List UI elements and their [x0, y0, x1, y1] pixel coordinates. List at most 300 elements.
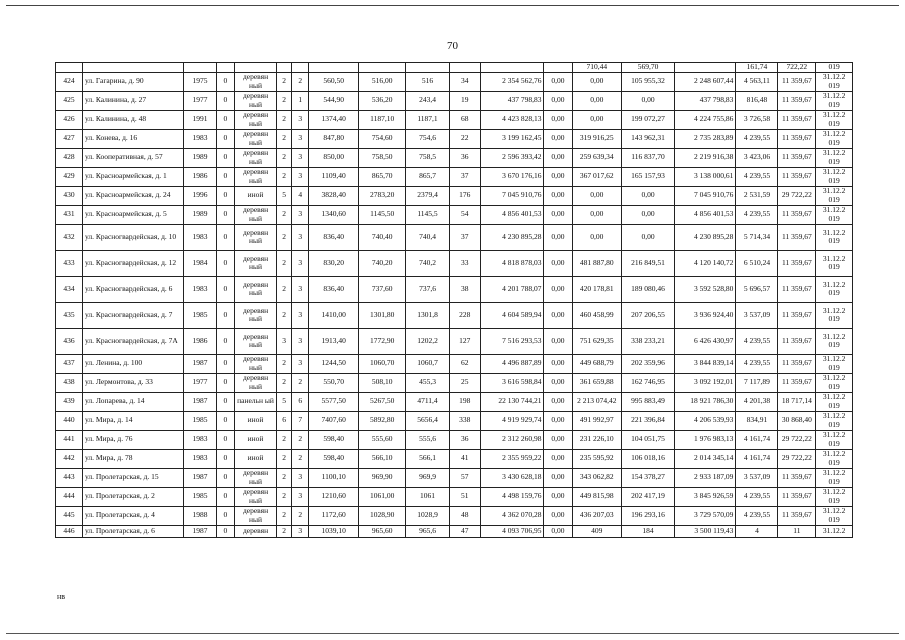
wall-material-cell: деревян ный — [235, 354, 277, 373]
residential-area-cell: 969,9 — [406, 468, 449, 487]
residential-area-cell: 754,6 — [406, 129, 449, 148]
entrances-cell: 6 — [292, 392, 309, 411]
year-built-cell: 1983 — [184, 276, 216, 302]
cost-col-5-cell: 3 844 839,14 — [674, 354, 735, 373]
cost-col-3-cell: 2 213 074,42 — [572, 392, 622, 411]
residential-area-cell: 740,4 — [406, 224, 449, 250]
cost-col-2-cell: 0,00 — [544, 205, 572, 224]
year-built-cell: 1983 — [184, 129, 216, 148]
entrances-cell: 2 — [292, 506, 309, 525]
living-area-cell: 1772,90 — [359, 328, 406, 354]
residential-area-cell: 1187,1 — [406, 110, 449, 129]
entrances-cell: 3 — [292, 205, 309, 224]
row-number-cell: 439 — [56, 392, 83, 411]
deadline-cell: 31.12.2 019 — [816, 506, 853, 525]
table-row — [56, 392, 853, 411]
residents-cell: 38 — [449, 276, 480, 302]
max-cost-cell: 29 722,22 — [778, 430, 816, 449]
residential-area-cell: 740,2 — [406, 250, 449, 276]
cost-col-3-cell: 361 659,88 — [572, 373, 622, 392]
residents-cell: 62 — [449, 354, 480, 373]
cost-col-2-cell: 0,00 — [544, 487, 572, 506]
wall-material-cell: панельн ый — [235, 392, 277, 411]
cost-col-5-cell: 2 014 345,14 — [674, 449, 735, 468]
living-area-cell: 566,10 — [359, 449, 406, 468]
specific-cost-cell: 816,48 — [736, 91, 778, 110]
cost-col-2-cell: 0,00 — [544, 167, 572, 186]
table-row — [56, 302, 853, 328]
table-row — [56, 224, 853, 250]
address-cell: ул. Красноармейская, д. 24 — [82, 186, 183, 205]
cost-col-2-cell: 0,00 — [544, 148, 572, 167]
year-built-cell: 1985 — [184, 487, 216, 506]
total-cost-cell: 4 496 887,89 — [480, 354, 544, 373]
year-field-cell: 0 — [216, 468, 234, 487]
wall-material-cell: деревян ный — [235, 224, 277, 250]
wall-material-cell: деревян ный — [235, 148, 277, 167]
floors-cell: 3 — [277, 328, 292, 354]
year-field-cell: 0 — [216, 411, 234, 430]
residents-cell: 22 — [449, 129, 480, 148]
max-cost-cell: 11 359,67 — [778, 354, 816, 373]
year-built-cell: 1991 — [184, 110, 216, 129]
residents-cell: 25 — [449, 373, 480, 392]
total-area-cell: 1340,60 — [309, 205, 359, 224]
cost-col-2-cell: 0,00 — [544, 449, 572, 468]
floors-cell: 5 — [277, 392, 292, 411]
wall-material-cell: деревян ный — [235, 91, 277, 110]
cost-col-4-cell: 0,00 — [622, 224, 675, 250]
residents-cell: 51 — [449, 487, 480, 506]
cost-col-3-cell: 460 458,99 — [572, 302, 622, 328]
cost-col-2-cell: 0,00 — [544, 411, 572, 430]
year-field-cell: 0 — [216, 224, 234, 250]
cost-col-3-cell: 481 887,80 — [572, 250, 622, 276]
address-cell: ул. Кооперативная, д. 57 — [82, 148, 183, 167]
address-cell: ул. Мира, д. 76 — [82, 430, 183, 449]
residential-area-cell: 5656,4 — [406, 411, 449, 430]
cost-col-3-cell: 0,00 — [572, 91, 622, 110]
living-area-cell: 1145,50 — [359, 205, 406, 224]
continuation-cell — [277, 63, 292, 73]
residents-cell: 127 — [449, 328, 480, 354]
year-built-cell: 1986 — [184, 167, 216, 186]
total-area-cell: 1109,40 — [309, 167, 359, 186]
address-cell: ул. Красногвардейская, д. 7 — [82, 302, 183, 328]
cost-col-3-cell: 259 639,34 — [572, 148, 622, 167]
cost-col-5-cell: 3 729 570,09 — [674, 506, 735, 525]
row-number-cell: 426 — [56, 110, 83, 129]
cost-col-3-cell: 0,00 — [572, 205, 622, 224]
floors-cell: 2 — [277, 224, 292, 250]
address-cell: ул. Пролетарская, д. 4 — [82, 506, 183, 525]
total-area-cell: 598,40 — [309, 430, 359, 449]
cost-col-3-cell: 409 — [572, 525, 622, 537]
specific-cost-cell: 4 239,55 — [736, 205, 778, 224]
max-cost-cell: 29 722,22 — [778, 186, 816, 205]
cost-col-2-cell: 0,00 — [544, 302, 572, 328]
entrances-cell: 3 — [292, 487, 309, 506]
cost-col-3-cell: 751 629,35 — [572, 328, 622, 354]
floors-cell: 2 — [277, 430, 292, 449]
specific-cost-cell: 3 537,09 — [736, 468, 778, 487]
wall-material-cell: деревян ный — [235, 110, 277, 129]
entrances-cell: 3 — [292, 302, 309, 328]
address-cell: ул. Конева, д. 16 — [82, 129, 183, 148]
cost-col-5-cell: 2 248 607,44 — [674, 72, 735, 91]
cost-col-2-cell: 0,00 — [544, 110, 572, 129]
cost-col-5-cell: 4 230 895,28 — [674, 224, 735, 250]
wall-material-cell: деревян ный — [235, 205, 277, 224]
cost-col-4-cell: 202 417,19 — [622, 487, 675, 506]
continuation-cell: 019 — [816, 63, 853, 73]
total-area-cell: 544,90 — [309, 91, 359, 110]
table-row — [56, 430, 853, 449]
entrances-cell: 3 — [292, 328, 309, 354]
total-cost-cell: 7 045 910,76 — [480, 186, 544, 205]
table-row — [56, 411, 853, 430]
entrances-cell: 3 — [292, 525, 309, 537]
cost-col-2-cell: 0,00 — [544, 506, 572, 525]
max-cost-cell: 11 359,67 — [778, 224, 816, 250]
floors-cell: 5 — [277, 186, 292, 205]
row-number-cell: 434 — [56, 276, 83, 302]
year-built-cell: 1987 — [184, 525, 216, 537]
wall-material-cell: деревян ный — [235, 328, 277, 354]
total-area-cell: 836,40 — [309, 276, 359, 302]
year-field-cell: 0 — [216, 487, 234, 506]
deadline-cell: 31.12.2 019 — [816, 91, 853, 110]
address-cell: ул. Красногвардейская, д. 12 — [82, 250, 183, 276]
max-cost-cell: 11 359,67 — [778, 468, 816, 487]
continuation-cell — [544, 63, 572, 73]
residents-cell: 47 — [449, 525, 480, 537]
cost-col-3-cell: 0,00 — [572, 110, 622, 129]
cost-col-4-cell: 116 837,70 — [622, 148, 675, 167]
table-row — [56, 72, 853, 91]
residents-cell: 176 — [449, 186, 480, 205]
total-cost-cell: 2 596 393,42 — [480, 148, 544, 167]
total-area-cell: 5577,50 — [309, 392, 359, 411]
year-field-cell: 0 — [216, 91, 234, 110]
year-built-cell: 1987 — [184, 354, 216, 373]
cost-col-2-cell: 0,00 — [544, 250, 572, 276]
cost-col-5-cell: 4 120 140,72 — [674, 250, 735, 276]
floors-cell: 2 — [277, 250, 292, 276]
cost-col-3-cell: 0,00 — [572, 224, 622, 250]
living-area-cell: 536,20 — [359, 91, 406, 110]
deadline-cell: 31.12.2 019 — [816, 205, 853, 224]
row-number-cell: 445 — [56, 506, 83, 525]
address-cell: ул. Красноармейская, д. 1 — [82, 167, 183, 186]
living-area-cell: 758,50 — [359, 148, 406, 167]
total-cost-cell: 437 798,83 — [480, 91, 544, 110]
table-row — [56, 525, 853, 537]
cost-col-4-cell: 104 051,75 — [622, 430, 675, 449]
cost-col-3-cell: 491 992,97 — [572, 411, 622, 430]
address-cell: ул. Лопарева, д. 14 — [82, 392, 183, 411]
residential-area-cell: 1060,7 — [406, 354, 449, 373]
max-cost-cell: 11 359,67 — [778, 487, 816, 506]
specific-cost-cell: 5 696,57 — [736, 276, 778, 302]
specific-cost-cell: 7 117,89 — [736, 373, 778, 392]
row-number-cell: 425 — [56, 91, 83, 110]
deadline-cell: 31.12.2 019 — [816, 449, 853, 468]
floors-cell: 2 — [277, 373, 292, 392]
residential-area-cell: 1145,5 — [406, 205, 449, 224]
specific-cost-cell: 4 161,74 — [736, 449, 778, 468]
row-number-cell: 436 — [56, 328, 83, 354]
year-field-cell: 0 — [216, 148, 234, 167]
cost-col-2-cell: 0,00 — [544, 468, 572, 487]
max-cost-cell: 11 359,67 — [778, 276, 816, 302]
max-cost-cell: 11 359,67 — [778, 167, 816, 186]
specific-cost-cell: 4 239,55 — [736, 487, 778, 506]
total-cost-cell: 22 130 744,21 — [480, 392, 544, 411]
wall-material-cell: деревян ный — [235, 487, 277, 506]
table-row — [56, 167, 853, 186]
max-cost-cell: 11 359,67 — [778, 506, 816, 525]
deadline-cell: 31.12.2 019 — [816, 392, 853, 411]
address-cell: ул. Пролетарская, д. 6 — [82, 525, 183, 537]
row-number-cell: 433 — [56, 250, 83, 276]
residential-area-cell: 4711,4 — [406, 392, 449, 411]
residents-cell: 54 — [449, 205, 480, 224]
entrances-cell: 3 — [292, 110, 309, 129]
floors-cell: 2 — [277, 525, 292, 537]
total-area-cell: 7407,60 — [309, 411, 359, 430]
continuation-cell — [184, 63, 216, 73]
table-row — [56, 250, 853, 276]
wall-material-cell: деревян ный — [235, 250, 277, 276]
year-field-cell: 0 — [216, 276, 234, 302]
living-area-cell: 740,40 — [359, 224, 406, 250]
max-cost-cell: 11 359,67 — [778, 129, 816, 148]
continuation-cell — [216, 63, 234, 73]
floors-cell: 2 — [277, 487, 292, 506]
table-row — [56, 354, 853, 373]
cost-col-2-cell: 0,00 — [544, 186, 572, 205]
living-area-cell: 1028,90 — [359, 506, 406, 525]
total-area-cell: 560,50 — [309, 72, 359, 91]
cost-col-5-cell: 3 845 926,59 — [674, 487, 735, 506]
continuation-cell: 161,74 — [736, 63, 778, 73]
entrances-cell: 3 — [292, 224, 309, 250]
total-cost-cell: 3 430 628,18 — [480, 468, 544, 487]
table-row — [56, 328, 853, 354]
cost-col-2-cell: 0,00 — [544, 373, 572, 392]
specific-cost-cell: 4 201,38 — [736, 392, 778, 411]
cost-col-2-cell: 0,00 — [544, 91, 572, 110]
specific-cost-cell: 834,91 — [736, 411, 778, 430]
residential-area-cell: 1061 — [406, 487, 449, 506]
cost-col-3-cell: 319 916,25 — [572, 129, 622, 148]
entrances-cell: 4 — [292, 186, 309, 205]
wall-material-cell: иной — [235, 449, 277, 468]
address-cell: ул. Мира, д. 14 — [82, 411, 183, 430]
entrances-cell: 3 — [292, 167, 309, 186]
table-row — [56, 91, 853, 110]
total-cost-cell: 3 616 598,84 — [480, 373, 544, 392]
total-cost-cell: 4 230 895,28 — [480, 224, 544, 250]
table-row — [56, 373, 853, 392]
total-area-cell: 1210,60 — [309, 487, 359, 506]
year-field-cell: 0 — [216, 506, 234, 525]
row-number-cell: 438 — [56, 373, 83, 392]
year-field-cell: 0 — [216, 72, 234, 91]
row-number-cell: 440 — [56, 411, 83, 430]
year-built-cell: 1985 — [184, 302, 216, 328]
living-area-cell: 1187,10 — [359, 110, 406, 129]
year-field-cell: 0 — [216, 354, 234, 373]
cost-col-4-cell: 0,00 — [622, 186, 675, 205]
table-row — [56, 276, 853, 302]
cost-col-4-cell: 184 — [622, 525, 675, 537]
entrances-cell: 2 — [292, 430, 309, 449]
year-built-cell: 1988 — [184, 506, 216, 525]
footer-mark: нв — [57, 592, 66, 601]
address-cell: ул. Пролетарская, д. 15 — [82, 468, 183, 487]
row-number-cell: 444 — [56, 487, 83, 506]
table-row — [56, 148, 853, 167]
cost-col-3-cell: 343 062,82 — [572, 468, 622, 487]
row-number-cell: 441 — [56, 430, 83, 449]
floors-cell: 2 — [277, 167, 292, 186]
floors-cell: 2 — [277, 302, 292, 328]
deadline-cell: 31.12.2 019 — [816, 110, 853, 129]
residential-area-cell: 555,6 — [406, 430, 449, 449]
total-cost-cell: 4 093 706,95 — [480, 525, 544, 537]
year-field-cell: 0 — [216, 373, 234, 392]
continuation-cell — [292, 63, 309, 73]
year-built-cell: 1977 — [184, 91, 216, 110]
cost-col-4-cell: 202 359,96 — [622, 354, 675, 373]
cost-col-2-cell: 0,00 — [544, 72, 572, 91]
total-area-cell: 836,40 — [309, 224, 359, 250]
residential-area-cell: 965,6 — [406, 525, 449, 537]
row-number-cell: 432 — [56, 224, 83, 250]
continuation-cell — [449, 63, 480, 73]
floors-cell: 2 — [277, 148, 292, 167]
total-area-cell: 830,20 — [309, 250, 359, 276]
cost-col-5-cell: 3 592 528,80 — [674, 276, 735, 302]
living-area-cell: 754,60 — [359, 129, 406, 148]
cost-col-5-cell: 2 933 187,09 — [674, 468, 735, 487]
cost-col-3-cell: 449 815,98 — [572, 487, 622, 506]
row-number-cell: 428 — [56, 148, 83, 167]
cost-col-5-cell: 2 219 916,38 — [674, 148, 735, 167]
living-area-cell: 2783,20 — [359, 186, 406, 205]
cost-col-4-cell: 199 072,27 — [622, 110, 675, 129]
cost-col-2-cell: 0,00 — [544, 129, 572, 148]
cost-col-4-cell: 207 206,55 — [622, 302, 675, 328]
residents-cell: 36 — [449, 148, 480, 167]
cost-col-2-cell: 0,00 — [544, 430, 572, 449]
entrances-cell: 3 — [292, 354, 309, 373]
wall-material-cell: деревян ный — [235, 276, 277, 302]
total-cost-cell: 4 604 589,94 — [480, 302, 544, 328]
cost-col-5-cell: 7 045 910,76 — [674, 186, 735, 205]
entrances-cell: 2 — [292, 373, 309, 392]
total-cost-cell: 4 498 159,76 — [480, 487, 544, 506]
cost-col-2-cell: 0,00 — [544, 224, 572, 250]
total-area-cell: 1100,10 — [309, 468, 359, 487]
total-cost-cell: 4 423 828,13 — [480, 110, 544, 129]
address-cell: ул. Мира, д. 78 — [82, 449, 183, 468]
row-number-cell: 429 — [56, 167, 83, 186]
living-area-cell: 1061,00 — [359, 487, 406, 506]
residents-cell: 338 — [449, 411, 480, 430]
residential-area-cell: 1028,9 — [406, 506, 449, 525]
cost-col-5-cell: 2 735 283,89 — [674, 129, 735, 148]
living-area-cell: 737,60 — [359, 276, 406, 302]
wall-material-cell: иной — [235, 411, 277, 430]
table-row — [56, 449, 853, 468]
register-table — [55, 62, 853, 538]
year-built-cell: 1983 — [184, 224, 216, 250]
floors-cell: 2 — [277, 354, 292, 373]
specific-cost-cell: 4 239,55 — [736, 328, 778, 354]
total-cost-cell: 3 670 176,16 — [480, 167, 544, 186]
specific-cost-cell: 4 563,11 — [736, 72, 778, 91]
deadline-cell: 31.12.2 019 — [816, 276, 853, 302]
specific-cost-cell: 6 510,24 — [736, 250, 778, 276]
residents-cell: 68 — [449, 110, 480, 129]
year-built-cell: 1983 — [184, 430, 216, 449]
specific-cost-cell: 5 714,34 — [736, 224, 778, 250]
cost-col-4-cell: 196 293,16 — [622, 506, 675, 525]
continuation-cell: 710,44 — [572, 63, 622, 73]
total-area-cell: 598,40 — [309, 449, 359, 468]
entrances-cell: 3 — [292, 129, 309, 148]
specific-cost-cell: 4 239,55 — [736, 506, 778, 525]
entrances-cell: 3 — [292, 250, 309, 276]
entrances-cell: 3 — [292, 148, 309, 167]
year-field-cell: 0 — [216, 167, 234, 186]
max-cost-cell: 11 359,67 — [778, 328, 816, 354]
max-cost-cell: 11 359,67 — [778, 91, 816, 110]
total-cost-cell: 2 354 562,76 — [480, 72, 544, 91]
living-area-cell: 508,10 — [359, 373, 406, 392]
residential-area-cell: 1202,2 — [406, 328, 449, 354]
living-area-cell: 555,60 — [359, 430, 406, 449]
cost-col-5-cell: 3 138 000,61 — [674, 167, 735, 186]
wall-material-cell: иной — [235, 430, 277, 449]
deadline-cell: 31.12.2 019 — [816, 302, 853, 328]
year-built-cell: 1989 — [184, 148, 216, 167]
floors-cell: 2 — [277, 449, 292, 468]
cost-col-5-cell: 4 206 539,93 — [674, 411, 735, 430]
residents-cell: 33 — [449, 250, 480, 276]
cost-col-3-cell: 436 207,03 — [572, 506, 622, 525]
residential-area-cell: 455,3 — [406, 373, 449, 392]
residential-area-cell: 566,1 — [406, 449, 449, 468]
specific-cost-cell: 4 — [736, 525, 778, 537]
top-rule — [6, 5, 899, 6]
total-area-cell: 1039,10 — [309, 525, 359, 537]
address-cell: ул. Пролетарская, д. 2 — [82, 487, 183, 506]
table-row — [56, 468, 853, 487]
deadline-cell: 31.12.2 019 — [816, 328, 853, 354]
floors-cell: 2 — [277, 468, 292, 487]
max-cost-cell: 11 359,67 — [778, 205, 816, 224]
wall-material-cell: деревян ный — [235, 72, 277, 91]
deadline-cell: 31.12.2 019 — [816, 411, 853, 430]
total-area-cell: 1913,40 — [309, 328, 359, 354]
cost-col-5-cell: 6 426 430,97 — [674, 328, 735, 354]
residents-cell: 41 — [449, 449, 480, 468]
total-cost-cell: 2 312 260,98 — [480, 430, 544, 449]
